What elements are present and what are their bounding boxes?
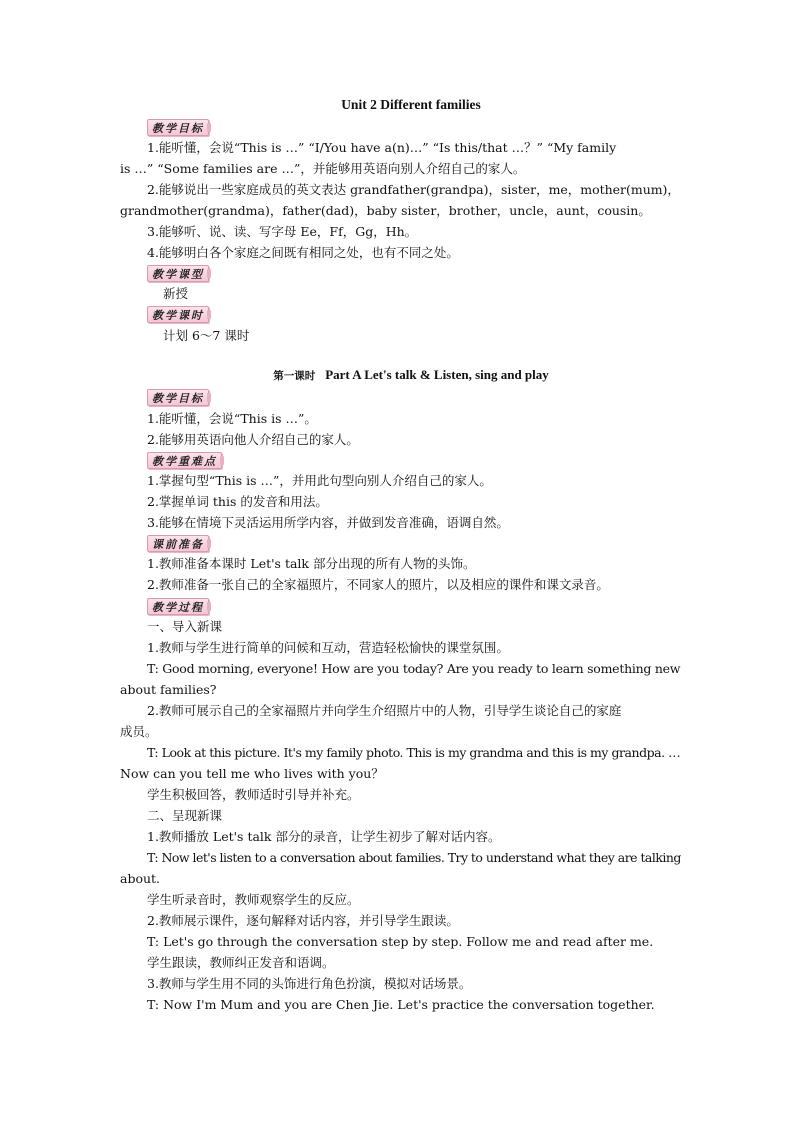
text-line: 成员。 — [120, 724, 158, 739]
text-line: 学生跟读，教师纠正发音和语调。 — [147, 955, 335, 970]
text-line: T: Good morning, everyone! How are you today? Are you ready to learn something new — [147, 661, 681, 676]
text-line: 学生积极回答，教师适时引导并补充。 — [147, 787, 360, 802]
text-line: 2.教师可展示自己的全家福照片并向学生介绍照片中的人物，引导学生谈论自己的家庭 — [147, 703, 622, 718]
text-line: 2.掌握单词 this 的发音和用法。 — [147, 494, 328, 509]
text-line: 3.教师与学生用不同的头饰进行角色扮演，模拟对话场景。 — [147, 976, 472, 991]
text-line: Now can you tell me who lives with you？ — [120, 766, 384, 781]
text-line: grandmother(grandma)，father(dad)，baby sister，brother，uncle，aunt，cousin。 — [120, 203, 651, 218]
lesson-title-text: Part A Let's talk & Listen, sing and play — [325, 367, 549, 382]
text-line: 2.教师准备一张自己的全家福照片，不同家人的照片，以及相应的课件和课文录音。 — [147, 577, 609, 592]
text-line: 1.教师准备本课时 Let's talk 部分出现的所有人物的头饰。 — [147, 556, 476, 571]
text-line: T: Let's go through the conversation step by step. Follow me and read after me. — [147, 934, 654, 949]
text-line: 3.能够听、说、读、写字母 Ee，Ff，Gg，Hh。 — [147, 224, 418, 239]
text-line: 1.教师播放 Let's talk 部分的录音，让学生初步了解对话内容。 — [147, 829, 501, 844]
text-line: 1.能听懂，会说“This is …”。 — [147, 411, 317, 426]
text-line: 1.掌握句型“This is …”，并用此句型向别人介绍自己的家人。 — [147, 473, 492, 488]
text-line: 1.教师与学生进行简单的问候和互动，营造轻松愉快的课堂氛围。 — [147, 640, 509, 655]
section-badge-key-points: 教学重难点 — [147, 452, 222, 469]
text-line: 2.能够说出一些家庭成员的英文表达 grandfather(grandpa)，sister，me，mother(mum)， — [147, 182, 680, 197]
text-line: about families? — [120, 682, 217, 697]
section-badge-lesson-hours: 教学课时 — [147, 306, 209, 323]
text-line: about. — [120, 871, 161, 886]
text-line: 4.能够明白各个家庭之间既有相同之处，也有不同之处。 — [147, 245, 459, 260]
text-line: T: Now I'm Mum and you are Chen Jie. Let's practice the conversation together. — [147, 997, 655, 1012]
text-line: T: Now let's listen to a conversation about families. Try to understand what they are talking — [147, 850, 681, 865]
text-line: T: Look at this picture. It's my family photo. This is my grandma and this is my grandpa. … — [147, 745, 681, 760]
text-line: 1.能听懂，会说“This is …” “I/You have a(n)…” “Is this/that …？” “My family — [147, 140, 617, 155]
section-badge-lesson-type: 教学课型 — [147, 265, 209, 282]
lesson-title — [0, 367, 794, 383]
lesson-label: 第一课时 — [273, 371, 316, 382]
text-line: 学生听录音时，教师观察学生的反应。 — [147, 892, 360, 907]
text-line: 3.能够在情境下灵活运用所学内容，并做到发音准确，语调自然。 — [147, 515, 509, 530]
text-line: 新授 — [163, 286, 189, 301]
text-line: 一、导入新课 — [147, 619, 223, 634]
text-line: is …” “Some families are …”，并能够用英语向别人介绍自己的家人。 — [120, 161, 526, 176]
text-line: 计划 6～7 课时 — [163, 328, 250, 343]
text-line: 2.能够用英语向他人介绍自己的家人。 — [147, 432, 359, 447]
section-badge-preparation: 课前准备 — [147, 535, 209, 552]
text-line: 二、呈现新课 — [147, 808, 223, 823]
section-badge-teaching-goals: 教学目标 — [147, 119, 209, 136]
section-badge-teaching-goals-2: 教学目标 — [147, 389, 209, 406]
section-badge-teaching-process: 教学过程 — [147, 598, 209, 615]
text-line: 2.教师展示课件，逐句解释对话内容，并引导学生跟读。 — [147, 913, 459, 928]
unit-title: Unit 2 Different families — [341, 97, 481, 112]
